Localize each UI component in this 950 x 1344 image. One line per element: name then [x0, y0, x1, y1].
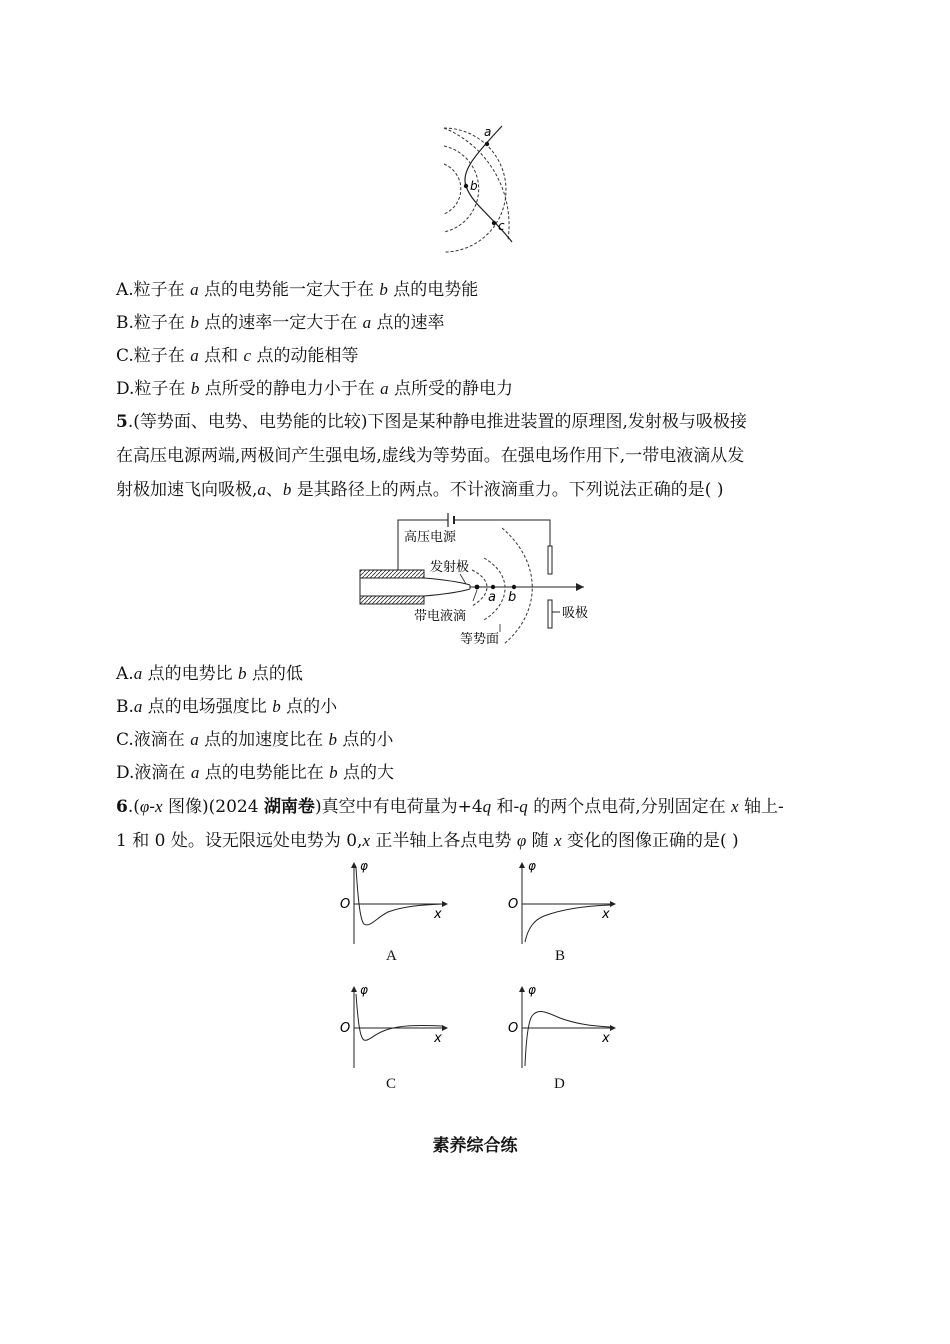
q4-option-c[interactable]: C.粒子在 a 点和 c 点的动能相等 [116, 346, 359, 366]
graph-c[interactable] [336, 982, 452, 1074]
graph-c-x-label: x [434, 1031, 442, 1046]
q4-option-b[interactable]: B.粒子在 b 点的速率一定大于在 a 点的速率 [116, 313, 445, 333]
graph-d[interactable] [504, 982, 620, 1074]
graph-d-x-label: x [602, 1031, 610, 1046]
q5-stem-line3: 射极加速飞向吸极,a、b 是其路径上的两点。不计液滴重力。下列说法正确的是( ) [116, 480, 724, 500]
droplet-label: 带电液滴 [414, 609, 467, 624]
graph-d-origin: O [508, 1021, 519, 1036]
q5-stem-line2: 在高压电源两端,两极间产生强电场,虚线为等势面。在强电场作用下,一带电液滴从发 [116, 446, 745, 466]
graph-b[interactable] [504, 858, 620, 950]
q4-option-d[interactable]: D.粒子在 b 点所受的静电力小于在 a 点所受的静电力 [116, 379, 514, 399]
equipotential-label: 等势面 [460, 632, 500, 647]
q5-option-b[interactable]: B.a 点的电场强度比 b 点的小 [116, 697, 338, 717]
point-a-label: a [484, 125, 492, 139]
graph-c-origin: O [340, 1021, 351, 1036]
q6-stem-line2: 1 和 0 处。设无限远处电势为 0,x 正半轴上各点电势 φ 随 x 变化的图像正确的是( ) [116, 831, 739, 851]
emitter-label: 发射极 [430, 560, 470, 575]
power-supply-label: 高压电源 [404, 530, 457, 545]
section-title: 素养综合练 [432, 1136, 518, 1156]
graph-a[interactable] [336, 858, 452, 950]
point-b-label: b [470, 179, 478, 193]
graph-b-caption: B [555, 948, 566, 964]
figure-point-a: a [488, 590, 496, 605]
graph-c-caption: C [386, 1076, 397, 1092]
trajectory-figure [430, 120, 540, 258]
graph-b-x-label: x [602, 907, 610, 922]
graph-b-origin: O [508, 897, 519, 912]
q5-option-d[interactable]: D.液滴在 a 点的电势能比在 b 点的大 [116, 763, 395, 783]
thruster-figure [352, 508, 602, 648]
q5-option-c[interactable]: C.液滴在 a 点的加速度比在 b 点的小 [116, 730, 394, 750]
graph-d-caption: D [554, 1076, 565, 1092]
collector-label: 吸极 [562, 606, 589, 621]
graph-d-y-label: φ [528, 983, 536, 997]
graph-a-caption: A [386, 948, 397, 964]
q6-stem-line1: 6.(φ-x 图像)(2024 湖南卷)真空中有电荷量为+4q 和-q 的两个点电荷,分别固定在 x 轴上- [116, 797, 784, 817]
graph-b-y-label: φ [528, 859, 536, 873]
graph-a-y-label: φ [360, 859, 368, 873]
figure-point-b: b [508, 590, 517, 605]
q5-stem-line1: 5.(等势面、电势、电势能的比较)下图是某种静电推进装置的原理图,发射极与吸极接 [116, 412, 747, 432]
graph-a-origin: O [340, 897, 351, 912]
graph-c-y-label: φ [360, 983, 368, 997]
graph-a-x-label: x [434, 907, 442, 922]
q4-option-a[interactable]: A.粒子在 a 点的电势能一定大于在 b 点的电势能 [116, 280, 479, 300]
point-c-label: c [498, 219, 505, 233]
q5-option-a[interactable]: A.a 点的电势比 b 点的低 [116, 664, 303, 684]
